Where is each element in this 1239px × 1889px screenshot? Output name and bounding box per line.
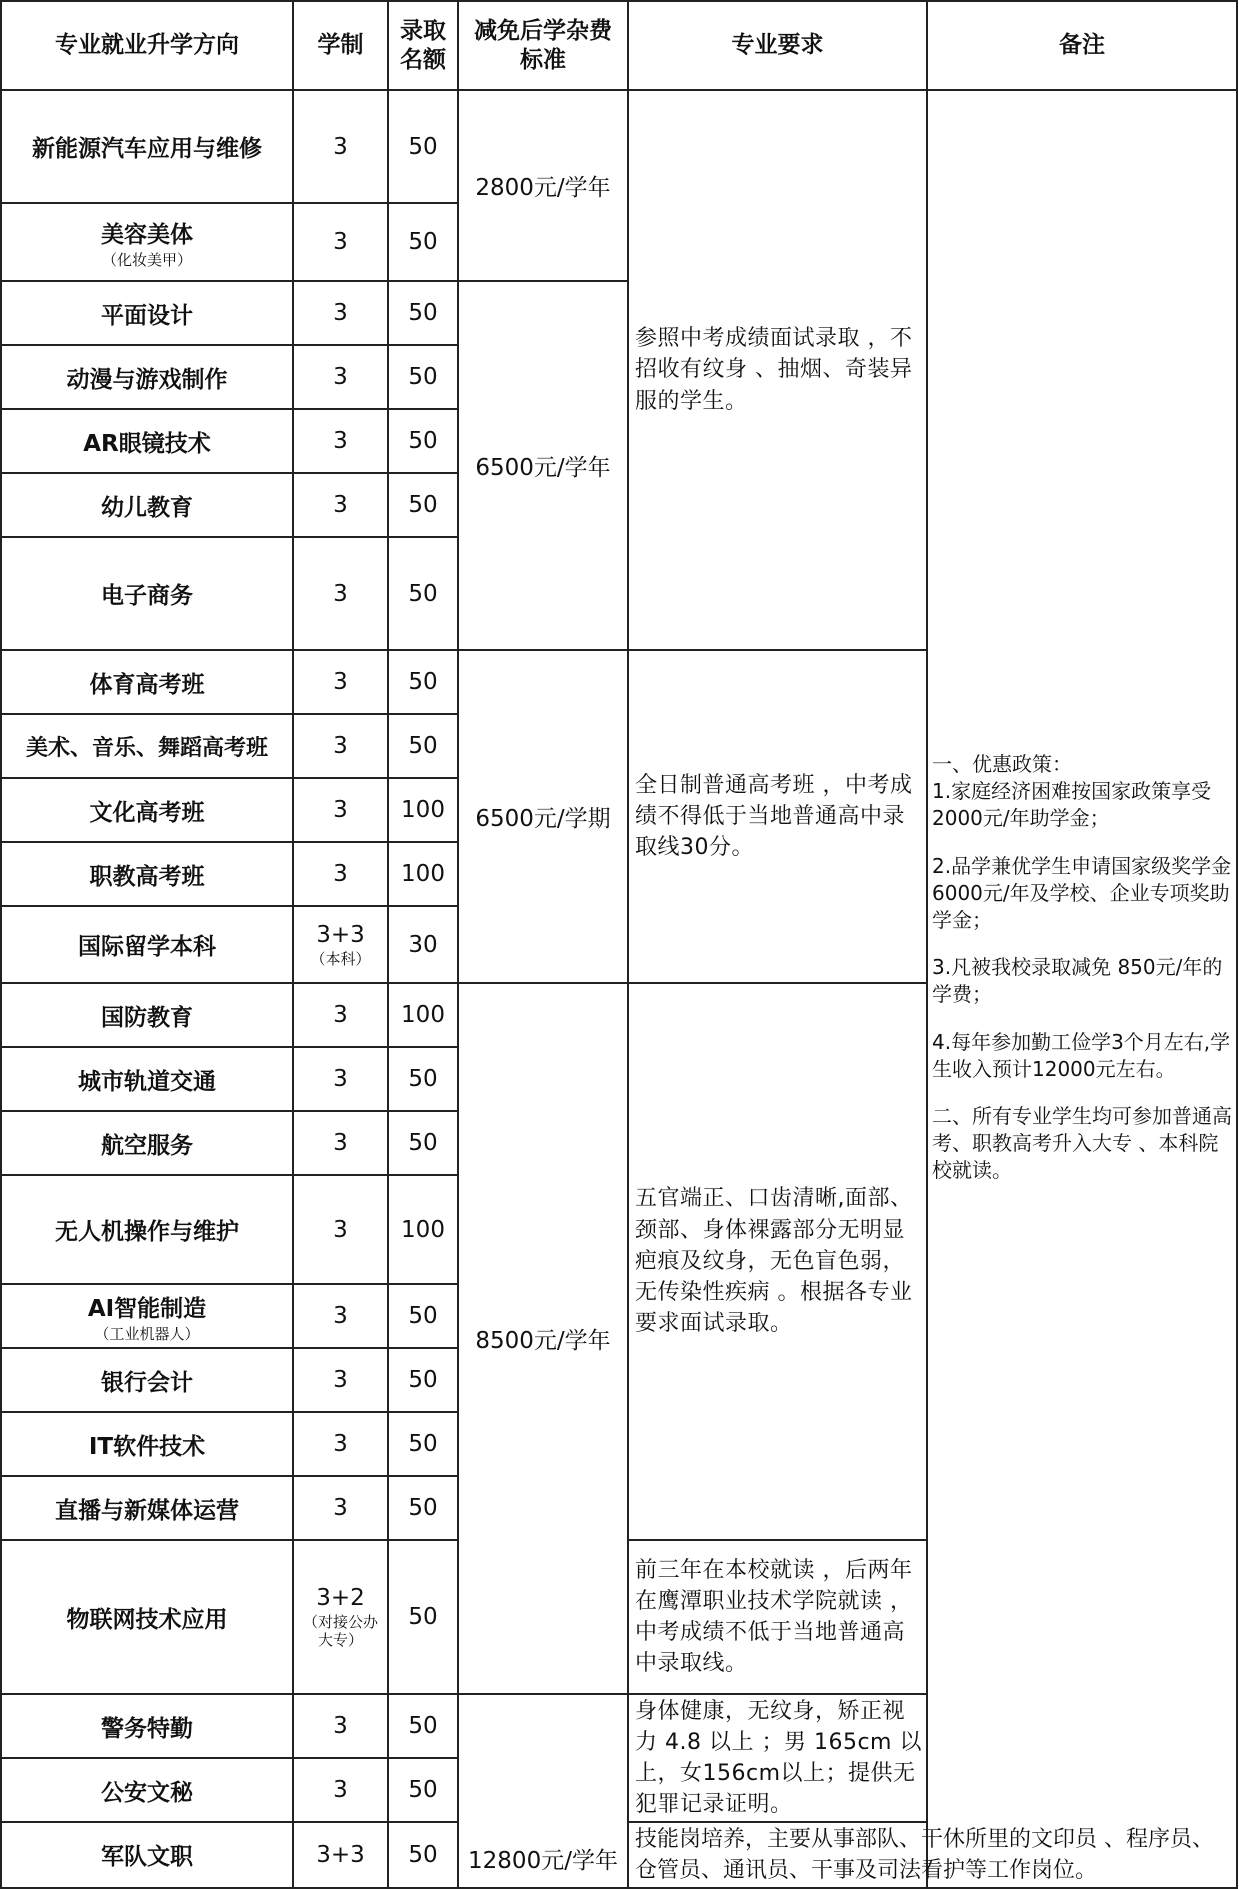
major-name: 物联网技术应用 [1, 1540, 293, 1694]
major-name: 城市轨道交通 [1, 1047, 293, 1111]
major-name: 航空服务 [1, 1111, 293, 1175]
major-name-cell [1, 203, 293, 281]
major-name: IT软件技术 [1, 1412, 293, 1476]
quota-cell: 50 [388, 1694, 458, 1758]
header-quota: 录取名额 [388, 1, 458, 90]
major-name: 国防教育 [1, 983, 293, 1047]
major-name: AI智能制造 [87, 1295, 207, 1322]
header-fee: 减免后学杂费标准 [458, 1, 628, 90]
duration-cell: 3 [293, 842, 388, 906]
major-name: 直播与新媒体运营 [1, 1476, 293, 1540]
major-name: 美容美体 [101, 221, 193, 248]
major-name: 无人机操作与维护 [1, 1175, 293, 1284]
fee-cell: 6500元/学年 [458, 281, 628, 650]
duration-note: （本科） [310, 949, 371, 968]
major-name: 警务特勤 [1, 1694, 293, 1758]
quota-cell: 50 [388, 650, 458, 714]
major-name: 幼儿教育 [1, 473, 293, 537]
duration-cell: 3+3 [293, 1822, 388, 1888]
duration-cell: 3 [293, 1047, 388, 1111]
fee-cell: 8500元/学年 [458, 983, 628, 1694]
duration-cell: 3 [293, 1412, 388, 1476]
duration-cell: 3 [293, 203, 388, 281]
duration-cell: 3 [293, 1694, 388, 1758]
duration-cell: 3 [293, 537, 388, 650]
major-name: 国际留学本科 [1, 906, 293, 983]
remarks-item: 1.家庭经济困难按国家政策享受2000元/年助学金； [932, 779, 1212, 831]
quota-cell: 50 [388, 473, 458, 537]
fee-cell: 6500元/学期 [458, 650, 628, 983]
quota-cell: 50 [388, 281, 458, 345]
duration-cell: 3 [293, 473, 388, 537]
duration-cell: 3 [293, 778, 388, 842]
duration-cell: 3 [293, 1111, 388, 1175]
quota-cell: 50 [388, 1758, 458, 1822]
duration-cell: 3 [293, 90, 388, 203]
duration-cell: 3 [293, 409, 388, 473]
quota-cell: 50 [388, 345, 458, 409]
requirement-cell: 身体健康，无纹身，矫正视力 4.8 以上 ；男 165cm 以上，女156cm以上；提供无犯罪记录证明。 [628, 1694, 927, 1822]
duration-cell: 3 [293, 281, 388, 345]
remarks-item: 二、所有专业学生均可参加普通高考、职教高考升入大专 、本科院校就读。 [932, 1103, 1232, 1183]
major-name: 文化高考班 [1, 778, 293, 842]
requirement-cell: 全日制普通高考班 ，中考成绩不得低于当地普通高中录取线30分。 [628, 650, 927, 983]
major-subname: （化妆美甲） [101, 250, 192, 269]
header-row [1, 1, 1237, 90]
duration-cell: 3 [293, 1284, 388, 1348]
quota-cell: 50 [388, 1822, 458, 1888]
requirement-cell: 参照中考成绩面试录取 ，不招收有纹身 、抽烟、奇装异服的学生。 [628, 90, 927, 650]
major-subname: （工业机器人） [94, 1324, 200, 1343]
remarks-item: 2.品学兼优学生申请国家级奖学金6000元/年及学校、企业专项奖助学金； [932, 853, 1232, 932]
quota-cell: 50 [388, 90, 458, 203]
major-name: 公安文秘 [1, 1758, 293, 1822]
major-name: 新能源汽车应用与维修 [1, 90, 293, 203]
duration-cell [293, 1540, 388, 1694]
remarks-item: 4.每年参加勤工俭学3个月左右,学生收入预计12000元左右。 [932, 1029, 1231, 1081]
major-name: 平面设计 [1, 281, 293, 345]
quota-cell: 50 [388, 203, 458, 281]
quota-cell: 30 [388, 906, 458, 983]
major-name: AR眼镜技术 [1, 409, 293, 473]
major-name: 职教高考班 [1, 842, 293, 906]
quota-cell: 50 [388, 537, 458, 650]
duration-value: 3+2 [316, 1585, 365, 1611]
remarks-title: 一、优惠政策： [932, 752, 1072, 776]
quota-cell: 50 [388, 1111, 458, 1175]
quota-cell: 50 [388, 714, 458, 778]
header-requirement: 专业要求 [628, 1, 927, 90]
quota-cell: 50 [388, 1284, 458, 1348]
quota-cell: 50 [388, 1348, 458, 1412]
header-remarks: 备注 [927, 1, 1237, 90]
duration-cell: 3 [293, 345, 388, 409]
duration-cell: 3 [293, 1175, 388, 1284]
duration-cell: 3 [293, 1758, 388, 1822]
quota-cell: 100 [388, 778, 458, 842]
duration-cell: 3 [293, 983, 388, 1047]
major-name: 美术、音乐、舞蹈高考班 [1, 714, 293, 778]
quota-cell: 50 [388, 409, 458, 473]
header-duration: 学制 [293, 1, 388, 90]
duration-cell [293, 906, 388, 983]
duration-value: 3+3 [316, 921, 365, 948]
remarks-item: 3.凡被我校录取减免 850元/年的学费； [932, 955, 1223, 1007]
quota-cell: 100 [388, 842, 458, 906]
quota-cell: 100 [388, 983, 458, 1047]
quota-cell: 100 [388, 1175, 458, 1284]
quota-cell: 50 [388, 1047, 458, 1111]
quota-cell: 50 [388, 1412, 458, 1476]
header-direction: 专业就业升学方向 [1, 1, 293, 90]
duration-cell: 3 [293, 714, 388, 778]
major-name-cell [1, 1284, 293, 1348]
major-name: 动漫与游戏制作 [1, 345, 293, 409]
fee-cell: 12800元/学年 [458, 1694, 628, 1888]
requirement-cell: 技能岗培养，主要从事部队、干休所里的文印员 、程序员、仓管员、通讯员、干事及司法看护等工作岗位。 [628, 1822, 1237, 1888]
table-row [1, 90, 1237, 203]
major-name: 军队文职 [1, 1822, 293, 1888]
duration-cell: 3 [293, 1348, 388, 1412]
duration-note: （对接公办大专） [302, 1613, 378, 1649]
major-name: 体育高考班 [1, 650, 293, 714]
requirement-cell: 五官端正、口齿清晰,面部、颈部、身体裸露部分无明显疤痕及纹身，无色盲色弱，无传染性疾病 。根据各专业要求面试录取。 [628, 983, 927, 1540]
quota-cell: 50 [388, 1476, 458, 1540]
fee-cell: 2800元/学年 [458, 90, 628, 281]
major-name: 银行会计 [1, 1348, 293, 1412]
requirement-cell: 前三年在本校就读 ，后两年在鹰潭职业技术学院就读 ，中考成绩不低于当地普通高中录取线。 [628, 1540, 927, 1694]
quota-cell: 50 [388, 1540, 458, 1694]
duration-cell: 3 [293, 650, 388, 714]
major-name: 电子商务 [1, 537, 293, 650]
duration-cell: 3 [293, 1476, 388, 1540]
remarks-cell [927, 90, 1237, 1888]
